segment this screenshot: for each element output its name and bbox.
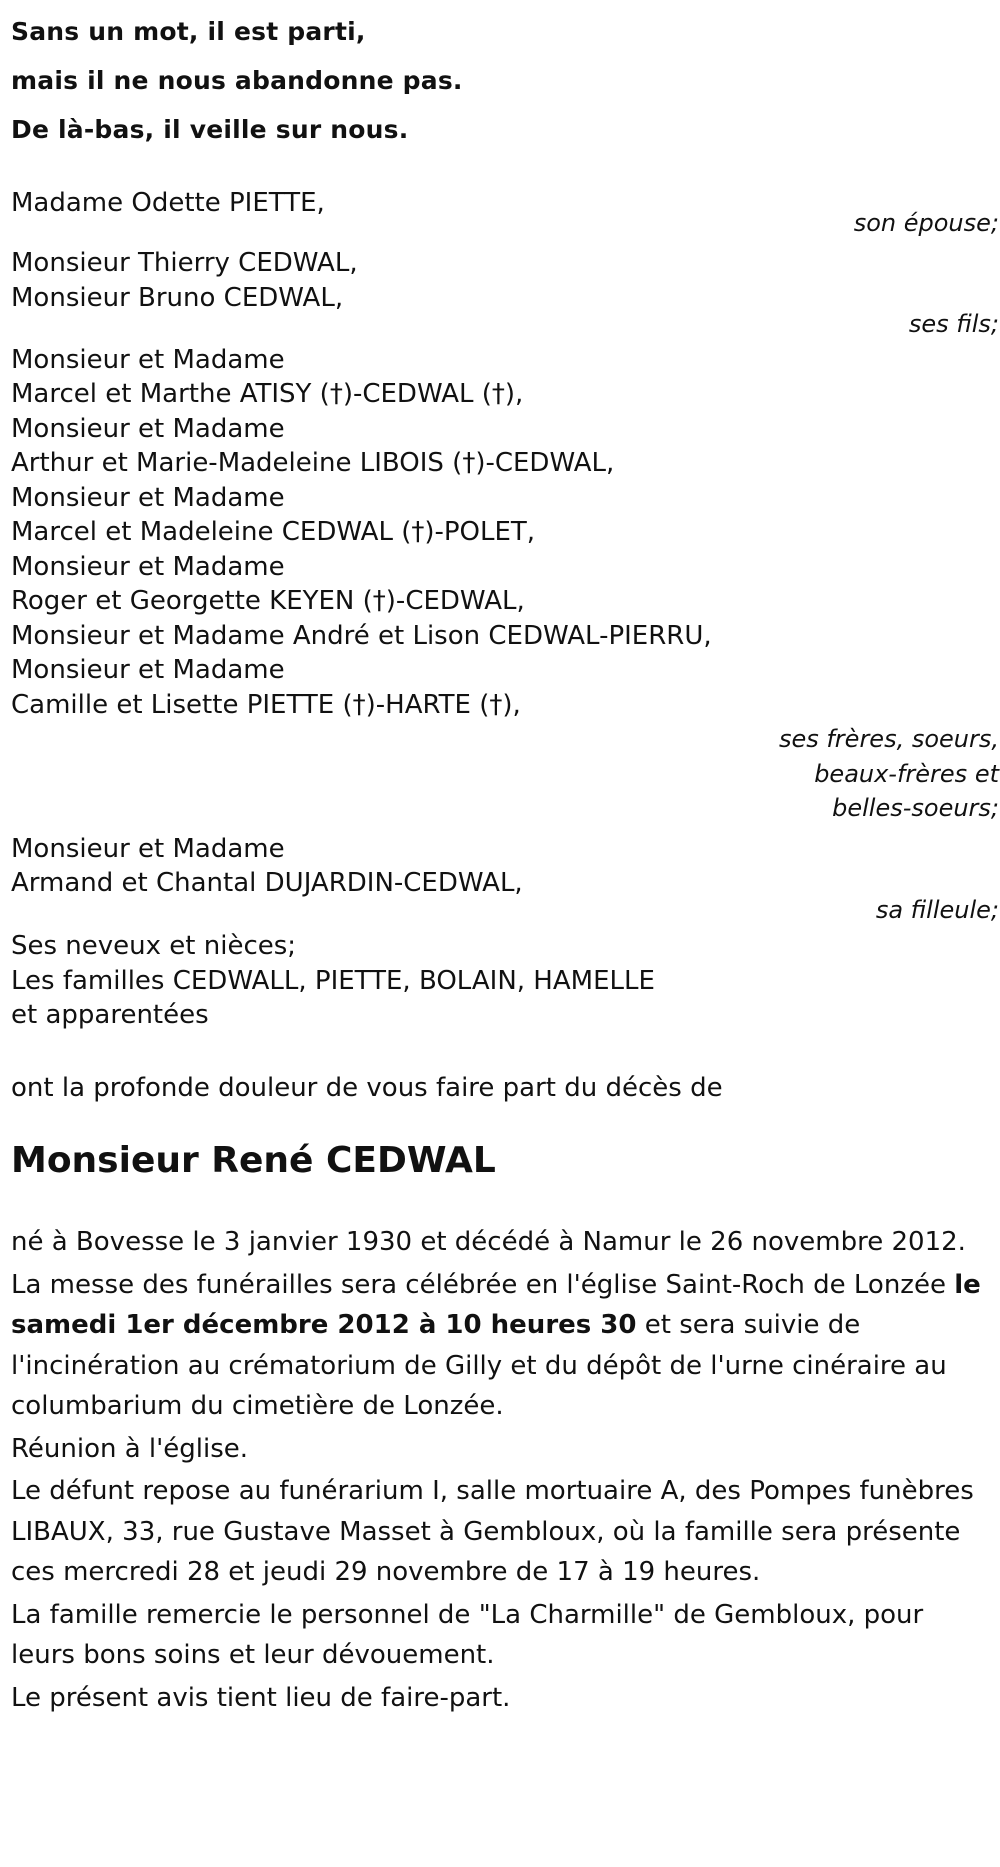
family-name-line: Arthur et Marie-Madeleine LIBOIS (†)-CEDWAL, — [11, 448, 615, 478]
relatives-line: Les familles CEDWALL, PIETTE, BOLAIN, HAMELLE — [11, 965, 655, 996]
family-role: beaux-frères et — [814, 759, 999, 788]
relatives-line: et apparentées — [11, 1000, 209, 1030]
family-name-line: Armand et Chantal DUJARDIN-CEDWAL, — [11, 868, 523, 898]
notice: Le présent avis tient lieu de faire-part. — [11, 1682, 511, 1713]
family-name-line: Monsieur et Madame — [11, 551, 285, 582]
obituary-page — [11, 0, 1000, 1718]
poem-line: De là-bas, il veille sur nous. — [11, 115, 409, 144]
family-name-line: Monsieur et Madame — [11, 413, 285, 444]
family-name-line: Marcel et Madeleine CEDWAL (†)-POLET, — [11, 517, 536, 547]
family-group-sons — [11, 243, 1000, 345]
family-name-line: Monsieur Thierry CEDWAL, — [11, 248, 358, 278]
family-name-line: Monsieur et Madame — [11, 833, 285, 864]
birth-death: né à Bovesse le 3 janvier 1930 et décédé à Namur le 26 novembre 2012. — [11, 1227, 966, 1257]
family-group-spouse — [11, 183, 1000, 243]
funeral-text: La messe des funérailles sera célébrée en l'église Saint-Roch de Lonzée — [11, 1269, 955, 1300]
poem — [11, 0, 1000, 154]
family-group-goddaughter — [11, 829, 1000, 931]
family-name-line: Camille et Lisette PIETTE (†)-HARTE (†), — [11, 689, 521, 720]
family-name-line: Monsieur et Madame — [11, 655, 285, 685]
family-role: son épouse; — [853, 208, 999, 237]
family-role: ses frères, soeurs, — [778, 725, 999, 753]
family-role: belles-soeurs; — [832, 794, 999, 822]
family-name-line: Monsieur et Madame André et Lison CEDWAL-PIERRU, — [11, 620, 712, 651]
family-role: sa filleule; — [875, 895, 999, 924]
family-name-line: Monsieur Bruno CEDWAL, — [11, 282, 344, 313]
meeting-info: Réunion à l'église. — [11, 1433, 249, 1464]
other-relatives — [11, 926, 1000, 1036]
family-name-line: Monsieur et Madame — [11, 482, 285, 513]
funeral-details — [11, 1265, 1000, 1427]
relatives-line: Ses neveux et nièces; — [11, 931, 297, 961]
viewing-info: Le défunt repose au funérarium I, salle mortuaire A, des Pompes funèbres LIBAUX, 33, rue Gustave Masset à Gembloux, où la famille sera présente ces mercredi 28 et jeudi 29 novembre de 17 à 19 heures. — [11, 1476, 974, 1587]
family-group-siblings — [11, 340, 1000, 829]
poem-line: Sans un mot, il est parti, — [11, 17, 366, 46]
announcement: ont la profonde douleur de vous faire part du décès de — [11, 1072, 723, 1103]
thanks: La famille remercie le personnel de "La Charmille" de Gembloux, pour leurs bons soins et leur dévouement. — [11, 1599, 924, 1670]
funeral-text: et sera suivie de l'incinération au crématorium de Gilly et du dépôt de l'urne cinéraire au columbarium du cimetière de Lonzée. — [11, 1310, 947, 1421]
family-name-line: Madame Odette PIETTE, — [11, 188, 325, 218]
deceased-name: Monsieur René CEDWAL — [11, 1140, 496, 1181]
poem-line: mais il ne nous abandonne pas. — [11, 66, 463, 95]
family-name-line: Monsieur et Madame — [11, 344, 285, 375]
funeral-date: le samedi 1er décembre 2012 à 10 heures 30 — [11, 1269, 981, 1340]
family-role: ses fils; — [908, 310, 999, 338]
family-name-line: Marcel et Marthe ATISY (†)-CEDWAL (†), — [11, 379, 524, 409]
family-name-line: Roger et Georgette KEYEN (†)-CEDWAL, — [11, 586, 525, 616]
